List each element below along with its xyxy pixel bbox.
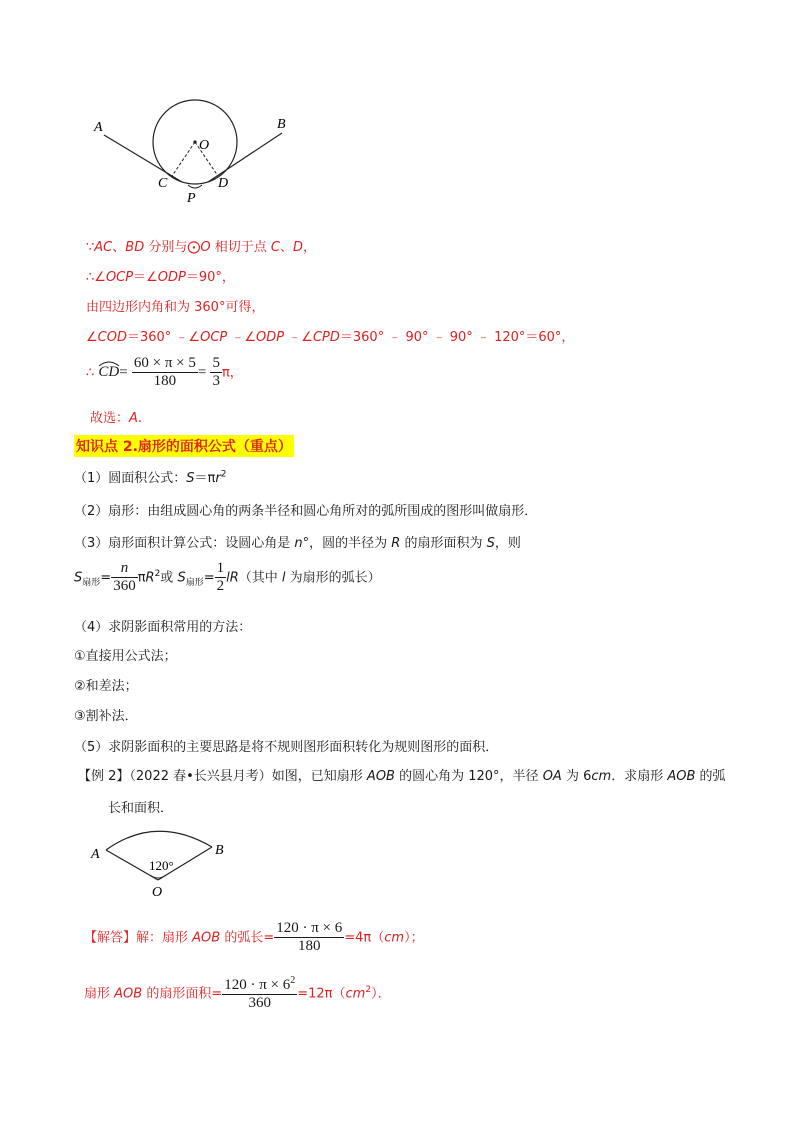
example-2-line-2: 长和面积．: [108, 801, 174, 816]
section-heading: 知识点 2.扇形的面积公式（重点）: [74, 435, 294, 457]
method-1: ①直接用公式法；: [74, 649, 177, 664]
solution-line-6: 故选：A.: [90, 411, 143, 426]
sector-label-A: A: [91, 847, 100, 862]
arc-icon: [98, 360, 120, 366]
solution-line-2: ∴∠OCP＝∠ODP＝90°，: [86, 270, 235, 285]
item-5: （5）求阴影面积的主要思路是将不规则图形面积转化为规则图形的面积．: [74, 740, 499, 755]
solution-line-4: ∠COD＝360° ﹣∠OCP ﹣∠ODP ﹣∠CPD＝360° ﹣ 90° ﹣ 90° ﹣ 120°＝60°，: [86, 330, 575, 345]
sector-label-O: O: [152, 885, 163, 900]
answer-line-2: 扇形 AOB 的扇形面积= $\frac{120 \cdot \pi \times 6^2}{360}$ $=12\pi(cm^2)$．: [84, 975, 391, 1012]
solution-line-5: ∴ CD= $\frac{60 \times \pi \times 5}{180}$ = $\frac{5}{3}$ π，: [86, 355, 243, 390]
sector-figure: [88, 828, 238, 900]
item-1: （1）圆面积公式：$S=\pi r^2$: [74, 469, 227, 486]
label-P: P: [187, 191, 196, 206]
item-3: （3）扇形面积计算公式：设圆心角是 n°，圆的半径为 R 的扇形面积为 S，则: [74, 536, 521, 551]
sector-angle-label: 120°: [149, 858, 174, 873]
answer-line-1: 【解答】解：扇形 AOB 的弧长= $\frac{120 \cdot \pi \times 6}{180}$ =4π（cm）；: [84, 920, 424, 955]
solution-line-1: ∵AC、BD 分别与⨀O 相切于点 C、D，: [86, 240, 316, 255]
item-2: （2）扇形：由组成圆心角的两条半径和圆心角所对的弧所围成的图形叫做扇形．: [74, 504, 538, 519]
label-B: B: [277, 117, 286, 132]
method-2: ②和差法；: [74, 679, 138, 694]
tangent-circle-figure: [88, 95, 308, 210]
label-A: A: [94, 120, 103, 135]
label-O: O: [199, 138, 210, 153]
label-C: C: [158, 176, 168, 191]
solution-line-3: 由四边形内角和为 360°可得，: [86, 300, 265, 315]
item-4: （4）求阴影面积常用的方法：: [74, 620, 252, 635]
method-3: ③割补法．: [74, 709, 138, 724]
sector-label-B: B: [215, 843, 224, 858]
example-2-line-1: 【例 2】（2022 春•长兴县月考）如图，已知扇形 AOB 的圆心角为 120°，半径 OA 为 6cm．求扇形 AOB 的弧: [78, 769, 726, 784]
label-D: D: [218, 176, 229, 191]
item-3-formula: $S_{扇形}=$ $\frac{n}{360}$ $\pi R^2$或 $S_{扇形}=$ $\frac{1}{2}$ lR（其中 l 为扇形的弧长）: [74, 560, 381, 595]
